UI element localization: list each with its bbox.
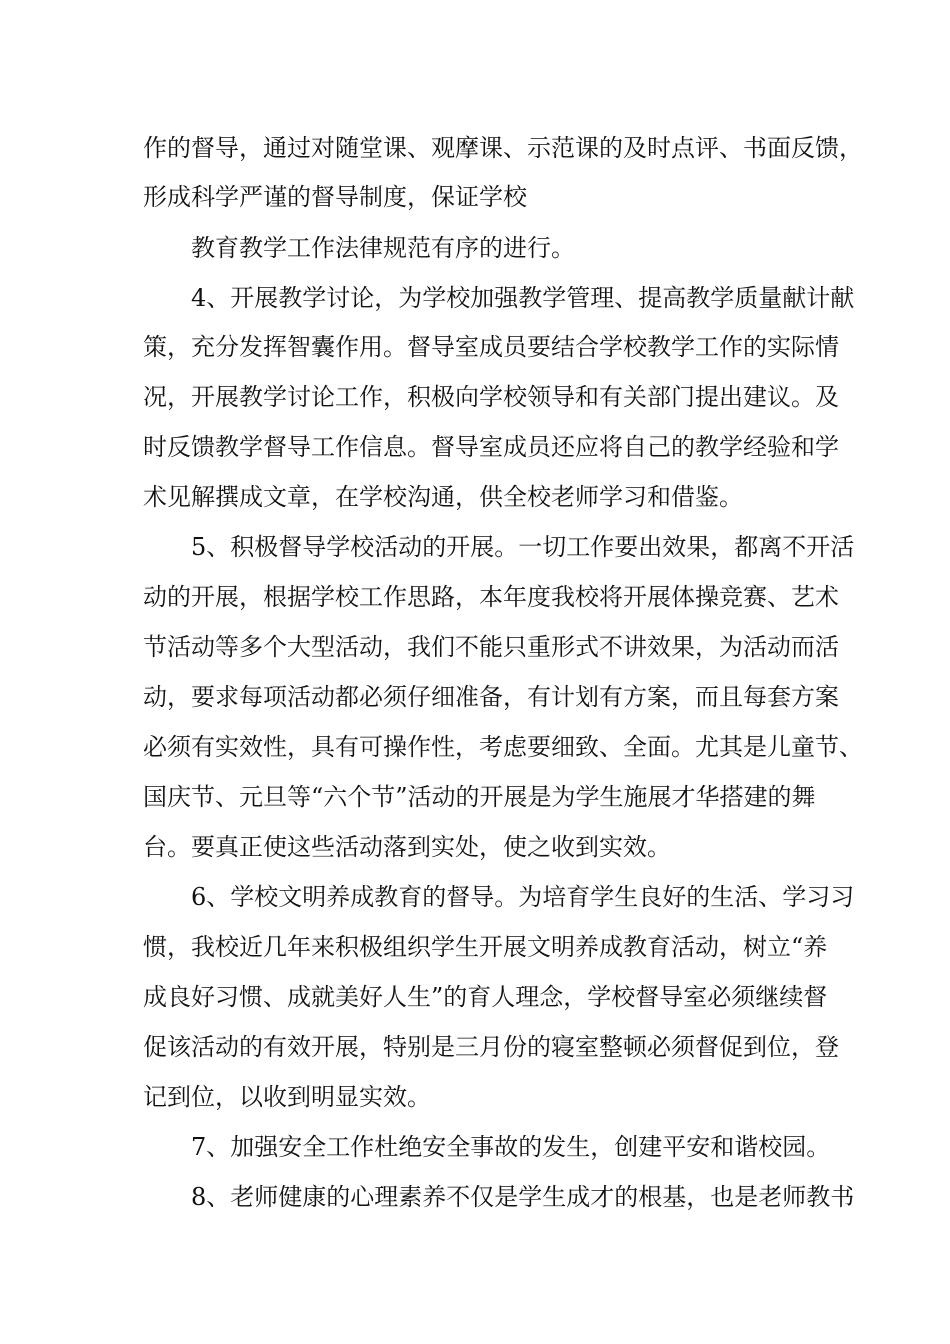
- text-line: 时反馈教学督导工作信息。督导室成员还应将自己的教学经验和学: [143, 433, 839, 461]
- text-line: 6、学校文明养成教育的督导。为培育学生良好的生活、学习习: [191, 883, 855, 911]
- text-line: 8、老师健康的心理素养不仅是学生成才的根基，也是老师教书: [191, 1183, 855, 1211]
- text-line: 7、加强安全工作杜绝安全事故的发生，创建平安和谐校园。: [191, 1133, 831, 1161]
- text-line: 作的督导，通过对随堂课、观摩课、示范课的及时点评、书面反馈，: [143, 134, 863, 162]
- text-line: 节活动等多个大型活动，我们不能只重形式不讲效果，为活动而活: [143, 633, 839, 661]
- text-line: 教育教学工作法律规范有序的进行。: [191, 234, 575, 262]
- text-line: 促该活动的有效开展，特别是三月份的寝室整顿必须督促到位，登: [143, 1033, 839, 1061]
- text-line: 台。要真正使这些活动落到实处，使之收到实效。: [143, 833, 671, 861]
- text-line: 5、积极督导学校活动的开展。一切工作要出效果，都离不开活: [191, 533, 855, 561]
- text-line: 惯，我校近几年来积极组织学生开展文明养成教育活动，树立“养: [143, 933, 828, 961]
- text-line: 成良好习惯、成就美好人生”的育人理念，学校督导室必须继续督: [143, 983, 828, 1011]
- text-line: 形成科学严谨的督导制度，保证学校: [143, 183, 527, 211]
- text-line: 记到位，以收到明显实效。: [143, 1083, 431, 1111]
- text-line: 4、开展教学讨论，为学校加强教学管理、提高教学质量献计献: [191, 284, 855, 312]
- text-line: 策，充分发挥智囊作用。督导室成员要结合学校教学工作的实际情: [143, 333, 839, 361]
- text-line: 动，要求每项活动都必须仔细准备，有计划有方案，而且每套方案: [143, 683, 839, 711]
- text-line: 必须有实效性，具有可操作性，考虑要细致、全面。尤其是儿童节、: [143, 733, 863, 761]
- text-line: 况，开展教学讨论工作，积极向学校领导和有关部门提出建议。及: [143, 383, 839, 411]
- text-line: 动的开展，根据学校工作思路，本年度我校将开展体操竞赛、艺术: [143, 583, 839, 611]
- text-line: 国庆节、元旦等“六个节”活动的开展是为学生施展才华搭建的舞: [143, 783, 816, 811]
- text-line: 术见解撰成文章，在学校沟通，供全校老师学习和借鉴。: [143, 483, 743, 511]
